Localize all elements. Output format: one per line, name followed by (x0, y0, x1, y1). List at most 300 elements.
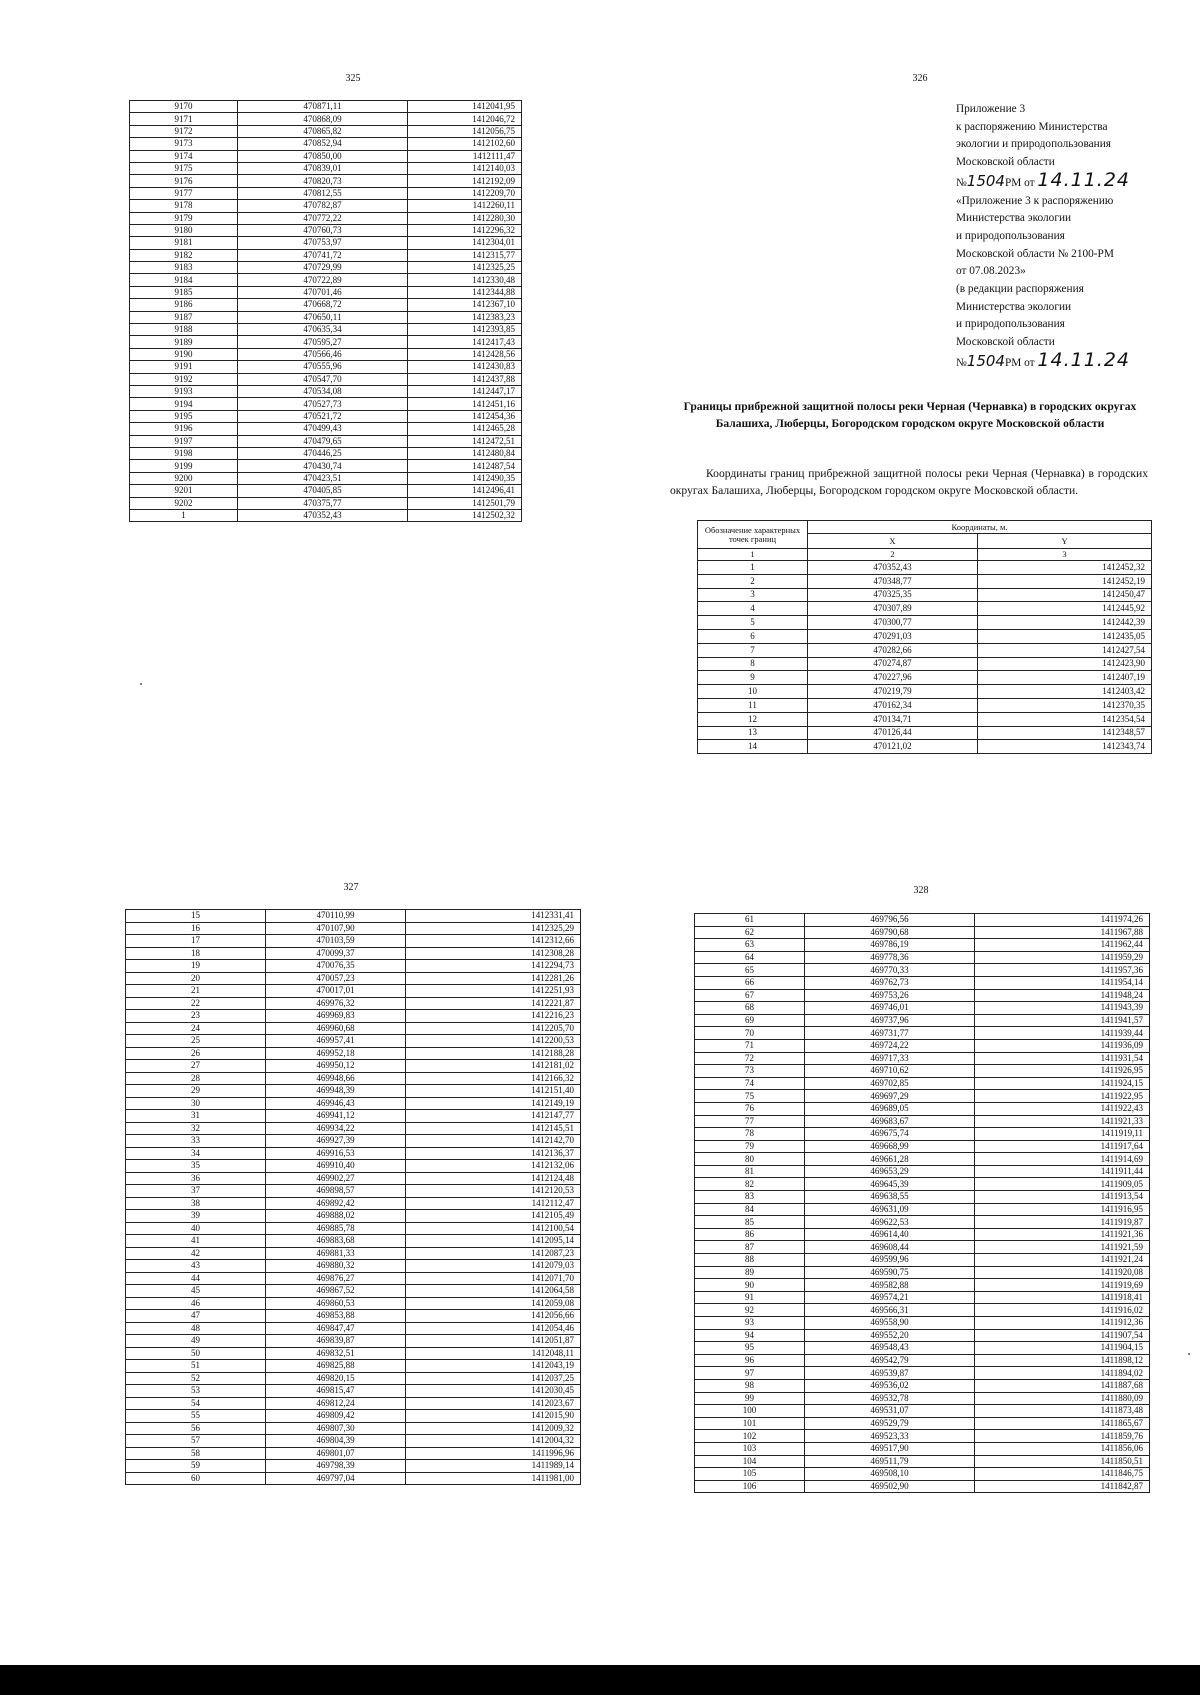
y-coordinate-cell: 1411922,95 (975, 1090, 1150, 1103)
x-coordinate-cell: 469622,53 (805, 1216, 975, 1229)
y-coordinate-cell: 1412030,45 (406, 1385, 581, 1398)
table-row (126, 1285, 581, 1298)
x-coordinate-cell: 470325,35 (808, 588, 978, 602)
point-id-cell: 9172 (130, 125, 238, 137)
point-id-cell: 39 (126, 1210, 266, 1223)
x-coordinate-cell: 469934,22 (266, 1122, 406, 1135)
y-coordinate-cell: 1412325,29 (406, 922, 581, 935)
point-id-cell: 19 (126, 960, 266, 973)
table-row (698, 616, 1152, 630)
table-row (695, 1065, 1150, 1078)
x-coordinate-cell: 470479,65 (238, 435, 408, 447)
point-id-cell: 1 (698, 561, 808, 575)
y-coordinate-cell: 1412280,30 (408, 212, 522, 224)
table-row (130, 373, 522, 385)
table-row (126, 1072, 581, 1085)
table-row (130, 262, 522, 274)
y-coordinate-cell: 1412124,48 (406, 1172, 581, 1185)
point-id-cell: 37 (126, 1185, 266, 1198)
y-coordinate-cell: 1411856,06 (975, 1442, 1150, 1455)
x-coordinate-cell: 469853,88 (266, 1310, 406, 1323)
coordinates-table-p326 (697, 520, 1152, 754)
y-coordinate-cell: 1412312,66 (406, 935, 581, 948)
point-id-cell: 60 (126, 1472, 266, 1485)
x-coordinate-cell: 470446,25 (238, 447, 408, 459)
table-row (698, 671, 1152, 685)
table-row (126, 1272, 581, 1285)
y-coordinate-cell: 1412054,46 (406, 1322, 581, 1335)
point-id-cell: 36 (126, 1172, 266, 1185)
table-row (126, 1422, 581, 1435)
table-row (126, 1310, 581, 1323)
scan-speck (140, 683, 142, 685)
point-id-cell: 18 (126, 947, 266, 960)
table-row (126, 1197, 581, 1210)
x-coordinate-cell: 470521,72 (238, 410, 408, 422)
x-coordinate-cell: 469798,39 (266, 1460, 406, 1473)
table-row (126, 1085, 581, 1098)
table-row (126, 1260, 581, 1273)
table-row (130, 435, 522, 447)
table-row (130, 336, 522, 348)
x-coordinate-cell: 469717,33 (805, 1052, 975, 1065)
table-row (695, 1417, 1150, 1430)
point-id-cell: 95 (695, 1342, 805, 1355)
x-coordinate-cell: 469558,90 (805, 1317, 975, 1330)
point-id-cell: 9201 (130, 485, 238, 497)
appendix-line: Приложение 3 (956, 103, 1026, 115)
point-id-cell: 9176 (130, 175, 238, 187)
x-coordinate-cell: 470839,01 (238, 162, 408, 174)
appendix-line: и природопользования (956, 229, 1065, 242)
point-id-cell: 15 (126, 910, 266, 923)
x-coordinate-cell: 469548,43 (805, 1342, 975, 1355)
y-coordinate-cell: 1411846,75 (975, 1468, 1150, 1481)
point-id-cell: 9190 (130, 348, 238, 360)
table-row (130, 423, 522, 435)
table-row (695, 1455, 1150, 1468)
table-row (126, 1372, 581, 1385)
point-id-cell: 10 (698, 685, 808, 699)
y-coordinate-cell: 1412330,48 (408, 274, 522, 286)
y-coordinate-cell: 1412188,28 (406, 1047, 581, 1060)
y-coordinate-cell: 1412147,77 (406, 1110, 581, 1123)
point-id-cell: 25 (126, 1035, 266, 1048)
x-coordinate-cell: 470423,51 (238, 472, 408, 484)
table-row (126, 1410, 581, 1423)
x-coordinate-cell: 470499,43 (238, 423, 408, 435)
appendix-line: (в редакции распоряжения (956, 283, 1084, 296)
point-id-cell: 9199 (130, 460, 238, 472)
point-id-cell: 9200 (130, 472, 238, 484)
y-coordinate-cell: 1411920,08 (975, 1266, 1150, 1279)
table-row (695, 951, 1150, 964)
point-id-cell: 9192 (130, 373, 238, 385)
point-id-cell: 9187 (130, 311, 238, 323)
point-id-cell: 27 (126, 1060, 266, 1073)
y-coordinate-cell: 1412487,54 (408, 460, 522, 472)
x-coordinate-cell: 470812,55 (238, 187, 408, 199)
rm-from: РМ от (1004, 356, 1035, 369)
point-id-cell: 9177 (130, 187, 238, 199)
y-coordinate-cell: 1412145,51 (406, 1122, 581, 1135)
y-coordinate-cell: 1412132,06 (406, 1160, 581, 1173)
table-row (126, 1097, 581, 1110)
y-coordinate-cell: 1411967,88 (975, 926, 1150, 939)
table-row (130, 324, 522, 336)
table-row (695, 1329, 1150, 1342)
table-row (130, 385, 522, 397)
point-id-cell: 104 (695, 1455, 805, 1468)
order-number-line (956, 348, 1156, 373)
x-coordinate-cell: 470534,08 (238, 385, 408, 397)
y-coordinate-cell: 1412281,26 (406, 972, 581, 985)
table-row (695, 1216, 1150, 1229)
table-row (695, 1178, 1150, 1191)
x-coordinate-cell: 470668,72 (238, 299, 408, 311)
y-coordinate-cell: 1411898,12 (975, 1354, 1150, 1367)
table-row (695, 1405, 1150, 1418)
x-coordinate-cell: 469532,78 (805, 1392, 975, 1405)
table-row (126, 1210, 581, 1223)
table-row (126, 1472, 581, 1485)
point-id-cell: 9196 (130, 423, 238, 435)
table-row (130, 113, 522, 125)
point-id-cell: 101 (695, 1417, 805, 1430)
x-coordinate-cell: 470527,73 (238, 398, 408, 410)
table-row (126, 1360, 581, 1373)
y-coordinate-cell: 1412480,84 (408, 447, 522, 459)
x-coordinate-cell: 469502,90 (805, 1480, 975, 1493)
point-id-cell: 99 (695, 1392, 805, 1405)
x-coordinate-cell: 469832,51 (266, 1347, 406, 1360)
table-row (698, 574, 1152, 588)
point-id-cell: 59 (126, 1460, 266, 1473)
table-row (695, 1254, 1150, 1267)
point-id-cell: 65 (695, 964, 805, 977)
x-coordinate-cell: 469724,22 (805, 1039, 975, 1052)
y-coordinate-cell: 1412502,32 (408, 509, 522, 521)
y-coordinate-cell: 1411926,95 (975, 1065, 1150, 1078)
x-coordinate-cell: 470729,99 (238, 262, 408, 274)
y-coordinate-cell: 1411996,96 (406, 1447, 581, 1460)
y-coordinate-cell: 1412009,32 (406, 1422, 581, 1435)
table-row (126, 1185, 581, 1198)
x-coordinate-cell: 469668,99 (805, 1140, 975, 1153)
order-number-line (956, 168, 1156, 193)
table-row (695, 914, 1150, 927)
point-id-cell: 9182 (130, 249, 238, 261)
table-row (695, 964, 1150, 977)
table-row (695, 976, 1150, 989)
x-coordinate-cell: 469790,68 (805, 926, 975, 939)
table-row (695, 1153, 1150, 1166)
x-coordinate-cell: 470103,59 (266, 935, 406, 948)
x-coordinate-cell: 470547,70 (238, 373, 408, 385)
y-coordinate-cell: 1411921,24 (975, 1254, 1150, 1267)
y-coordinate-cell: 1411919,69 (975, 1279, 1150, 1292)
point-id-cell: 102 (695, 1430, 805, 1443)
y-coordinate-cell: 1412041,95 (408, 101, 522, 113)
y-coordinate-cell: 1412472,51 (408, 435, 522, 447)
x-coordinate-cell: 470107,90 (266, 922, 406, 935)
table-row (695, 1052, 1150, 1065)
point-id-cell: 100 (695, 1405, 805, 1418)
y-coordinate-cell: 1412200,53 (406, 1035, 581, 1048)
x-coordinate-cell: 469910,40 (266, 1160, 406, 1173)
point-id-cell: 51 (126, 1360, 266, 1373)
point-id-cell: 86 (695, 1228, 805, 1241)
x-coordinate-cell: 469957,41 (266, 1035, 406, 1048)
point-id-cell: 54 (126, 1397, 266, 1410)
table-row (130, 200, 522, 212)
x-coordinate-cell: 470307,89 (808, 602, 978, 616)
x-coordinate-cell: 469927,39 (266, 1135, 406, 1148)
y-coordinate-cell: 1412435,05 (978, 629, 1152, 643)
point-id-cell: 9202 (130, 497, 238, 509)
x-coordinate-cell: 469517,90 (805, 1442, 975, 1455)
point-id-cell: 84 (695, 1203, 805, 1216)
y-coordinate-cell: 1411922,43 (975, 1102, 1150, 1115)
x-coordinate-cell: 469508,10 (805, 1468, 975, 1481)
y-coordinate-cell: 1411916,95 (975, 1203, 1150, 1216)
y-coordinate-cell: 1411917,64 (975, 1140, 1150, 1153)
y-coordinate-cell: 1411957,36 (975, 964, 1150, 977)
table-row (126, 1222, 581, 1235)
table-row (695, 1002, 1150, 1015)
y-coordinate-cell: 1412304,01 (408, 237, 522, 249)
x-coordinate-cell: 470076,35 (266, 960, 406, 973)
point-id-cell: 68 (695, 1002, 805, 1015)
y-coordinate-cell: 1411921,59 (975, 1241, 1150, 1254)
y-coordinate-cell: 1411907,54 (975, 1329, 1150, 1342)
y-coordinate-cell: 1411974,26 (975, 914, 1150, 927)
appendix-line: Московской области (956, 336, 1055, 349)
y-coordinate-cell: 1411904,15 (975, 1342, 1150, 1355)
x-coordinate-cell: 470282,66 (808, 643, 978, 657)
table-row (695, 1191, 1150, 1204)
point-id-cell: 31 (126, 1110, 266, 1123)
y-coordinate-cell: 1412294,73 (406, 960, 581, 973)
coordinates-table-p327 (125, 909, 581, 1485)
table-row (695, 1430, 1150, 1443)
y-coordinate-cell: 1412407,19 (978, 671, 1152, 685)
y-coordinate-cell: 1412205,70 (406, 1022, 581, 1035)
x-coordinate-cell: 470595,27 (238, 336, 408, 348)
point-id-cell: 74 (695, 1077, 805, 1090)
y-coordinate-cell: 1411913,54 (975, 1191, 1150, 1204)
point-id-cell: 24 (126, 1022, 266, 1035)
table-row (695, 1266, 1150, 1279)
table-row (130, 497, 522, 509)
x-coordinate-cell: 469638,55 (805, 1191, 975, 1204)
x-coordinate-cell: 470017,01 (266, 985, 406, 998)
table-row (130, 509, 522, 521)
y-coordinate-cell: 1411919,87 (975, 1216, 1150, 1229)
y-coordinate-cell: 1412095,14 (406, 1235, 581, 1248)
table-row (130, 162, 522, 174)
y-coordinate-cell: 1412325,25 (408, 262, 522, 274)
x-coordinate-cell: 470405,85 (238, 485, 408, 497)
x-coordinate-cell: 469809,42 (266, 1410, 406, 1423)
x-coordinate-cell: 469614,40 (805, 1228, 975, 1241)
table-row (130, 187, 522, 199)
point-id-cell: 9170 (130, 101, 238, 113)
x-coordinate-cell: 470635,34 (238, 324, 408, 336)
x-coordinate-cell: 470274,87 (808, 657, 978, 671)
table-row (130, 224, 522, 236)
point-id-cell: 85 (695, 1216, 805, 1229)
x-coordinate-cell: 469952,18 (266, 1047, 406, 1060)
table-row (695, 1379, 1150, 1392)
y-coordinate-cell: 1411919,11 (975, 1128, 1150, 1141)
table-row (695, 1291, 1150, 1304)
number-sign: № (956, 356, 967, 369)
y-coordinate-cell: 1412430,83 (408, 361, 522, 373)
point-id-cell: 28 (126, 1072, 266, 1085)
header-points: Обозначение характерных точек границ (698, 521, 808, 549)
point-id-cell: 16 (126, 922, 266, 935)
table-row (130, 299, 522, 311)
point-id-cell: 66 (695, 976, 805, 989)
table-row (698, 629, 1152, 643)
table-row (130, 485, 522, 497)
x-coordinate-cell: 469797,04 (266, 1472, 406, 1485)
y-coordinate-cell: 1412251,93 (406, 985, 581, 998)
x-coordinate-cell: 469880,32 (266, 1260, 406, 1273)
x-coordinate-cell: 469807,30 (266, 1422, 406, 1435)
table-row (695, 1279, 1150, 1292)
y-coordinate-cell: 1412015,90 (406, 1410, 581, 1423)
y-coordinate-cell: 1411873,48 (975, 1405, 1150, 1418)
x-coordinate-cell: 469888,02 (266, 1210, 406, 1223)
point-id-cell: 103 (695, 1442, 805, 1455)
table-row (695, 1128, 1150, 1141)
point-id-cell: 92 (695, 1304, 805, 1317)
x-coordinate-cell: 469950,12 (266, 1060, 406, 1073)
point-id-cell: 57 (126, 1435, 266, 1448)
y-coordinate-cell: 1412437,88 (408, 373, 522, 385)
x-coordinate-cell: 470782,87 (238, 200, 408, 212)
x-coordinate-cell: 470110,99 (266, 910, 406, 923)
table-row (126, 922, 581, 935)
point-id-cell: 87 (695, 1241, 805, 1254)
point-id-cell: 29 (126, 1085, 266, 1098)
point-id-cell: 49 (126, 1335, 266, 1348)
point-id-cell: 7 (698, 643, 808, 657)
table-row (126, 1247, 581, 1260)
point-id-cell: 30 (126, 1097, 266, 1110)
x-coordinate-cell: 469661,28 (805, 1153, 975, 1166)
point-id-cell: 9195 (130, 410, 238, 422)
table-row (130, 460, 522, 472)
point-id-cell: 77 (695, 1115, 805, 1128)
x-coordinate-cell: 469737,96 (805, 1014, 975, 1027)
x-coordinate-cell: 469812,24 (266, 1397, 406, 1410)
appendix-line: экологии и природопользования (956, 138, 1111, 151)
y-coordinate-cell: 1412048,11 (406, 1347, 581, 1360)
y-coordinate-cell: 1411941,57 (975, 1014, 1150, 1027)
point-id-cell: 73 (695, 1065, 805, 1078)
table-row (126, 947, 581, 960)
y-coordinate-cell: 1411912,36 (975, 1317, 1150, 1330)
x-coordinate-cell: 469574,21 (805, 1291, 975, 1304)
y-coordinate-cell: 1412142,70 (406, 1135, 581, 1148)
x-coordinate-cell: 470162,34 (808, 698, 978, 712)
x-coordinate-cell: 469876,27 (266, 1272, 406, 1285)
y-coordinate-cell: 1412348,57 (978, 726, 1152, 740)
y-coordinate-cell: 1412112,47 (406, 1197, 581, 1210)
point-id-cell: 9185 (130, 286, 238, 298)
table-row (695, 1304, 1150, 1317)
y-coordinate-cell: 1411943,39 (975, 1002, 1150, 1015)
appendix-header (956, 101, 1156, 373)
y-coordinate-cell: 1412059,08 (406, 1297, 581, 1310)
x-coordinate-cell: 469710,62 (805, 1065, 975, 1078)
point-id-cell: 9171 (130, 113, 238, 125)
point-id-cell: 71 (695, 1039, 805, 1052)
y-coordinate-cell: 1412216,23 (406, 1010, 581, 1023)
point-id-cell: 80 (695, 1153, 805, 1166)
appendix-line: от 07.08.2023» (956, 265, 1026, 278)
y-coordinate-cell: 1412209,70 (408, 187, 522, 199)
y-coordinate-cell: 1412344,88 (408, 286, 522, 298)
table-row (126, 1122, 581, 1135)
x-coordinate-cell: 469542,79 (805, 1354, 975, 1367)
scan-speck (1188, 1353, 1190, 1355)
point-id-cell: 62 (695, 926, 805, 939)
point-id-cell: 55 (126, 1410, 266, 1423)
point-id-cell: 9 (698, 671, 808, 685)
x-coordinate-cell: 469631,09 (805, 1203, 975, 1216)
table-row (126, 1347, 581, 1360)
point-id-cell: 38 (126, 1197, 266, 1210)
table-row (130, 361, 522, 373)
x-coordinate-cell: 470227,96 (808, 671, 978, 685)
table-row (126, 1147, 581, 1160)
y-coordinate-cell: 1412383,23 (408, 311, 522, 323)
y-coordinate-cell: 1411962,44 (975, 939, 1150, 952)
point-id-cell: 64 (695, 951, 805, 964)
y-coordinate-cell: 1412079,03 (406, 1260, 581, 1273)
x-coordinate-cell: 469815,47 (266, 1385, 406, 1398)
point-id-cell: 20 (126, 972, 266, 985)
point-id-cell: 81 (695, 1165, 805, 1178)
y-coordinate-cell: 1411914,69 (975, 1153, 1150, 1166)
point-id-cell: 56 (126, 1422, 266, 1435)
point-id-cell: 9198 (130, 447, 238, 459)
x-coordinate-cell: 470852,94 (238, 138, 408, 150)
document-intro-text: Координаты границ прибрежной защитной полосы реки Черная (Чернавка) в городских округах Балашиха, Люберцы, Богородском городском округе Московской области. (670, 467, 1148, 497)
table-row (695, 1228, 1150, 1241)
point-id-cell: 9178 (130, 200, 238, 212)
table-row (126, 997, 581, 1010)
table-row (695, 1090, 1150, 1103)
y-coordinate-cell: 1411865,67 (975, 1417, 1150, 1430)
x-coordinate-cell: 469511,79 (805, 1455, 975, 1468)
y-coordinate-cell: 1411842,87 (975, 1480, 1150, 1493)
number-sign: № (956, 176, 967, 189)
table-row (695, 1102, 1150, 1115)
y-coordinate-cell: 1411918,41 (975, 1291, 1150, 1304)
y-coordinate-cell: 1412046,72 (408, 113, 522, 125)
point-id-cell: 26 (126, 1047, 266, 1060)
y-coordinate-cell: 1412221,87 (406, 997, 581, 1010)
y-coordinate-cell: 1411916,02 (975, 1304, 1150, 1317)
y-coordinate-cell: 1412192,09 (408, 175, 522, 187)
header-col-number: 2 (808, 549, 978, 561)
y-coordinate-cell: 1412100,54 (406, 1222, 581, 1235)
